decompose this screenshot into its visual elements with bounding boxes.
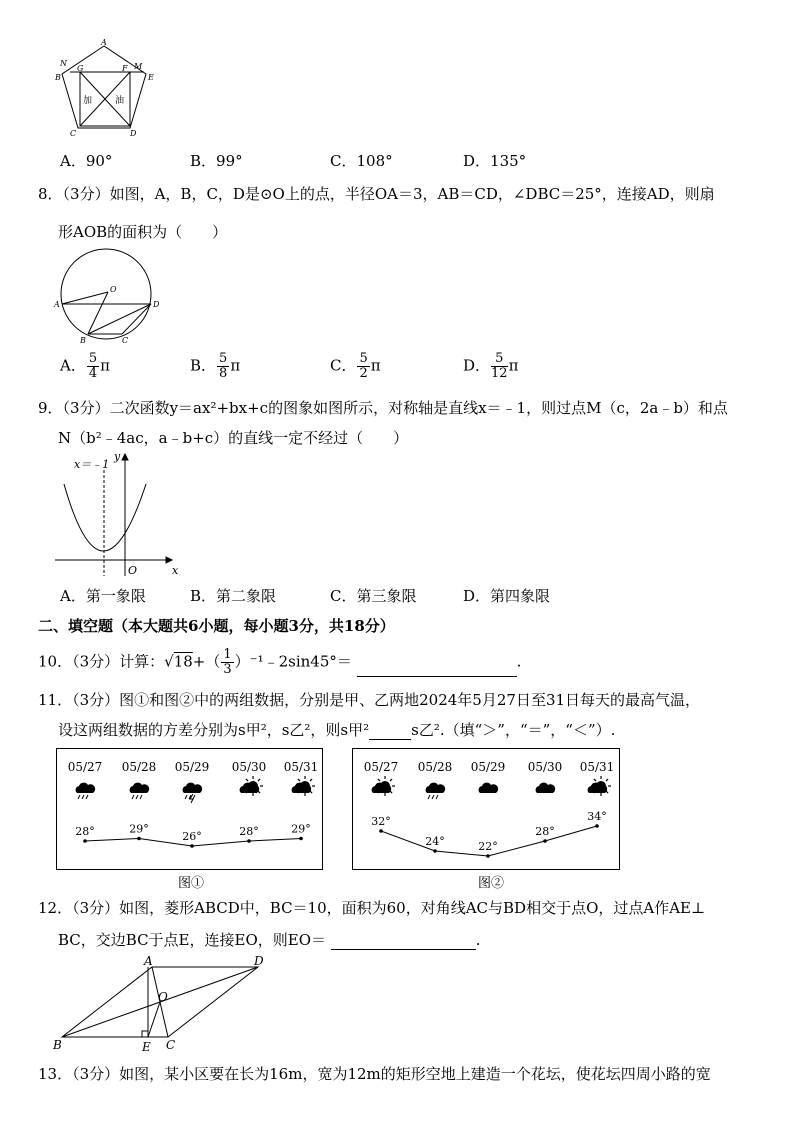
temperature-point [543,839,547,843]
q10-stem: 10．（3分）计算：√18+（ $\frac{1}{3}$ ）⁻¹﹣2sin45°＝ . [38,647,522,677]
temperature-label: 28° [75,825,95,838]
svg-text:D: D [153,300,160,309]
svg-text:A: A [54,300,60,309]
temperature-point [137,837,141,841]
weather-chart-1 [56,748,323,870]
sun-cloud-icon [588,776,611,796]
svg-text:E: E [148,73,154,82]
temperature-point [190,844,194,848]
temperature-point [247,839,251,843]
q11-stem-line2: 设这两组数据的方差分别为s甲²，s乙²，则s甲² s乙².（填“＞”，“＝”，“＜”）. [58,721,616,739]
temperature-point [379,829,383,833]
temperature-point [83,839,87,843]
sun-cloud-icon [292,776,315,796]
svg-text:x＝﹣1: x＝﹣1 [74,458,110,471]
weather-date: 05/27 [363,760,399,774]
temperature-label: 34° [587,810,607,823]
q10-answer-blank[interactable] [357,660,517,677]
rhombus-figure [50,955,275,1053]
q12-stem-line2: BC，交边BC于点E，连接EO，则EO＝ . [58,931,481,949]
q8-stem-line1: 8．（3分）如图，A，B，C，D是⊙O上的点，半径OA＝3，AB＝CD，∠DBC＝25°，连接AD，则扇 [38,185,715,203]
weather-date: 05/31 [283,760,319,774]
svg-text:B: B [55,73,61,82]
temperature-point [486,854,490,858]
temperature-label: 28° [535,825,555,838]
rain-cloud-icon [426,783,446,799]
svg-text:C: C [122,336,129,345]
parabola-figure [50,448,190,578]
svg-text:O: O [110,285,117,294]
svg-text:M: M [134,62,143,71]
temperature-label: 28° [239,825,259,838]
weather-date: 05/29 [174,760,210,774]
q13-stem-line1: 13．（3分）如图，某小区要在长为16m，宽为12m的矩形空地上建造一个花坛，使花坛四周小路的宽 [38,1065,711,1083]
pentagon-figure [50,38,162,138]
temperature-label: 32° [371,815,391,828]
q12-answer-blank[interactable] [331,933,476,950]
cloud-icon [479,783,499,793]
temperature-label: 26° [182,830,202,843]
temperature-label: 29° [291,822,311,836]
q12-stem-line1: 12．（3分）如图，菱形ABCD中，BC＝10，面积为60，对角线AC与BD相交于点O，过点A作AE⊥ [38,899,706,917]
temperature-label: 22° [478,840,498,853]
q8-option-a: A． $\frac{5}{4}$ π [60,351,110,381]
svg-text:C: C [166,1038,176,1052]
svg-text:y: y [114,450,121,463]
svg-text:A: A [144,955,153,968]
q9-option-a: A．第一象限 [60,587,146,605]
q9-option-b: B．第二象限 [190,587,277,605]
weather-date: 05/27 [67,760,103,774]
svg-text:D: D [130,129,137,138]
weather-date: 05/30 [231,760,267,774]
weather-date: 05/28 [121,760,157,774]
sun-cloud-icon [240,776,263,796]
svg-text:D: D [254,955,264,968]
svg-text:x: x [172,564,179,577]
fig7-label: A [101,38,107,47]
sun-cloud-icon [372,776,395,796]
svg-text:G: G [77,64,84,73]
temperature-label: 29° [129,822,149,836]
svg-text:B: B [53,1038,62,1052]
q9-option-d: D．第四象限 [463,587,551,605]
q9-stem-line1: 9．（3分）二次函数y＝ax²+bx+c的图象如图所示，对称轴是直线x＝﹣1，则过点M（c，2a﹣b）和点 [38,399,728,417]
weather-caption-2: 图② [478,876,505,891]
weather-date: 05/28 [417,760,453,774]
q11-stem-line1: 11．（3分）图①和图②中的两组数据，分别是甲、乙两地2024年5月27日至31日每天的最高气温， [38,691,701,709]
thunder-rain-icon [183,783,203,803]
sqrt-symbol: √ [164,652,174,671]
svg-text:O: O [158,990,168,1004]
q7-option-b: B．99° [190,152,243,170]
temperature-point [433,849,437,853]
weather-date: 05/30 [527,760,563,774]
q9-option-c: C．第三象限 [330,587,417,605]
q9-stem-line2: N（b²﹣4ac，a﹣b+c）的直线一定不经过（ ） [58,429,409,447]
circle-figure [52,248,164,348]
svg-text:油: 油 [115,96,125,106]
temperature-point [299,837,303,841]
svg-text:B: B [80,336,86,345]
q8-option-c: C． $\frac{5}{2}$ π [330,351,381,381]
rain-cloud-icon [76,783,96,799]
cloud-icon [536,783,556,793]
svg-text:C: C [70,129,77,138]
svg-text:E: E [142,1040,151,1053]
weather-date: 05/29 [470,760,506,774]
weather-date: 05/31 [579,760,615,774]
q11-answer-blank[interactable] [369,723,411,740]
q7-option-d: D．135° [463,152,527,170]
rain-cloud-icon [130,783,150,799]
weather-chart-2 [352,748,620,870]
q8-option-b: B． $\frac{5}{8}$ π [190,351,241,381]
q8-stem-line2: 形AOB的面积为（ ） [58,223,228,241]
svg-text:加: 加 [83,96,93,106]
q7-option-c: C．108° [330,152,393,170]
weather-caption-1: 图① [178,876,205,891]
section-heading: 二、填空题（本大题共6小题，每小题3分，共18分） [38,617,395,635]
svg-text:N: N [60,59,67,68]
svg-text:F: F [122,64,128,73]
q8-option-d: D． $\frac{5}{12}$ π [463,351,519,381]
temperature-point [595,824,599,828]
temperature-label: 24° [425,835,445,848]
svg-text:O: O [128,564,138,577]
q7-option-a: A．90° [60,152,113,170]
